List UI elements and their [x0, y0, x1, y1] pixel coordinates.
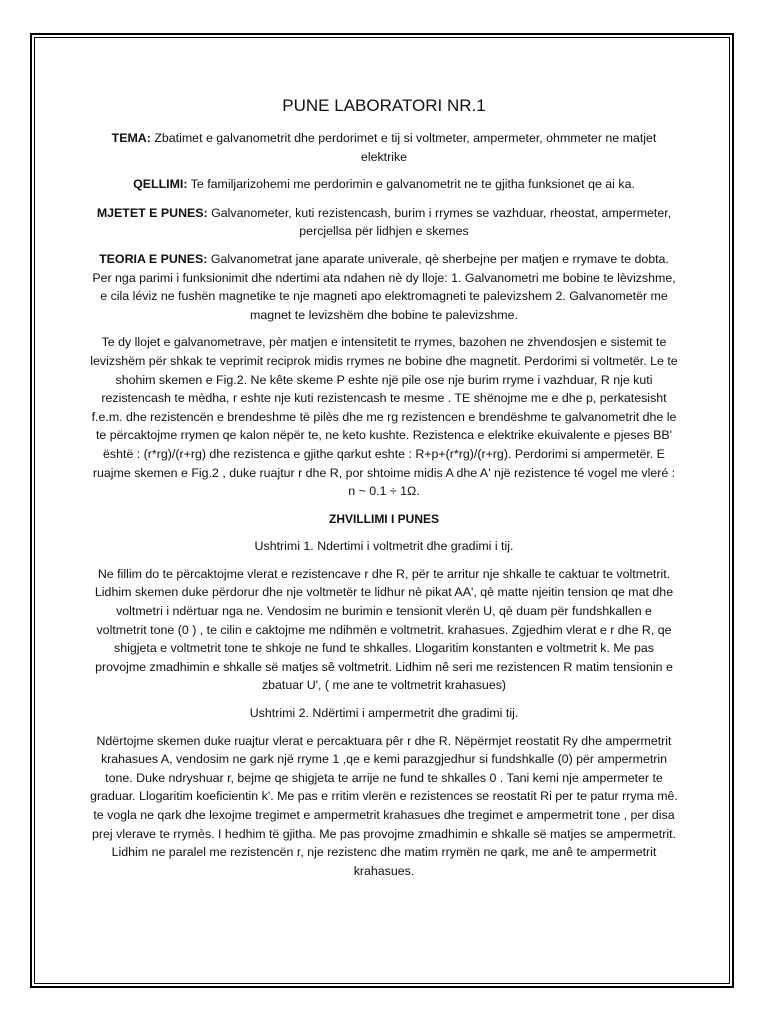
ushtrimi2-heading: Ushtrimi 2. Ndërtimi i ampermetrit dhe gradimi tij.	[249, 706, 519, 721]
zhvillimi-heading: ZHVILLIMI I PUNES	[328, 511, 439, 526]
teoria-paragraph-2: Te dy llojet e galvanometrave, pèr matjen e intensitetit te rrymes, bazohen ne zhvendosjen e sistemit te levizshëm për shkak te veprimit reciprok midis rrymes ne bobine dhe magnetit. Perdorimi si voltmetër. Le te shohim skemen e Fig.2. Ne kête skeme P eshte një pile ose nje burim rryme i vazhduar, R nje kuti rezistencash te mèdha, r eshte nje kuti rezistencash te mesme . TE shënojme me e dhe p, perkatesisht f.e.m. dhe rezistencën e brendeshme të pilès dhe me rg rezistencen e brendëshme te galvanometrit dhe le te përcaktojme rrymen qe kalon nëpër te, ne keto kushte. Rezistenca e elektrike ekuivalente e pjeses BB' është : (r*rg)/(r+rg) dhe rezistenca e gjithe qarkut eshte : R+p+(r*rg)/(r+rg). Perdorimi si ampermetër. E ruajme skemen e Fig.2 , duke ruajtur r dhe R, por shtoime midis A dhe A' një rezistence té vogel me vleré : n ~ 0.1 ÷ 1Ω.	[90, 335, 678, 499]
tema-paragraph	[90, 129, 678, 166]
tema-text: Zbatimet e galvanometrit dhe perdorimet e tij si voltmeter, ampermeter, ohmmeter ne matjet elektrike	[150, 131, 657, 164]
ushtrimi1-text: Ne fillim do te përcaktojme vlerat e rezistencave r dhe R, për te arritur nje shkalle te caktuar te voltmetrit. Lidhim skemen duke përdorur dhe nje voltmetër te lidhur nè pikat AA', qè matte njeitin tension qe mat dhe voltmetri i ndërtuar nga ne. Vendosim ne burimin e tensionit vlerën U, qè duam për fundshkallen e voltmetrit tone (0 ) , te cilin e caktojme me ndihmën e voltmetrit. krahasues. Zgjedhim vlerat e r dhe R, qe shigjeta e voltmetrit tone te shkoje ne fund te shkalles. Llogaritim konstanten e voltmetrit k. Me pas provojme zmadhimin e shkalle së matjes sê voltmetrit. Lidhim nê seri me rezistencen R matim tensionin e zbatuar U', ( me ane te voltmetrit krahasues)	[94, 566, 674, 693]
ushtrimi1-heading: Ushtrimi 1. Ndertimi i voltmetrit dhe gradimi i tij.	[254, 539, 514, 554]
qellimi-label: QELLIMI:	[133, 177, 188, 192]
qellimi-text: Te familjarizohemi me perdorimin e galvanometrit ne te gjitha funksionet qe ai ka.	[187, 177, 635, 192]
teoria-label: TEORIA E PUNES:	[99, 251, 208, 266]
document-title: PUNE LABORATORI NR.1	[282, 96, 486, 115]
tema-label: TEMA:	[111, 131, 151, 145]
teoria-paragraph	[90, 250, 678, 324]
teoria-text: Galvanometrat jane aparate univerale, qè sherbejne per matjen e rrymave te dobta. Per nga parimi i funksionimit dhe ndertimi ata ndahen nè dy lloje: 1. Galvanometri me bobine te lèvizshme, e cila léviz ne fushën magnetike te nje magneti apo elektromagneti te palevizshem 2. Galvanometër me magnet te levizshëm dhe bobine te palevizshme.	[92, 251, 676, 322]
mjetet-text: Galvanometer, kuti rezistencash, burim i rrymes se vazhduar, rheostat, ampermeter, percjellsa për lidhjen e skemes	[207, 205, 672, 239]
mjetet-label: MJETET E PUNES:	[96, 205, 208, 220]
document-body	[90, 94, 678, 889]
mjetet-paragraph	[90, 204, 678, 241]
ushtrimi2-text: Ndërtojme skemen duke ruajtur vlerat e percaktuara pêr r dhe R. Nëpërmjet reostatit Ry dhe ampermetrit krahasues A, vendosim ne gark një rryme 1 ,qe e kemi parazgjedhur si fundshkalle (0) për ampermetrin tone. Duke ndryshuar r, bejme qe shigjeta te arrije ne fund te shkalles 0 . Tani kemi nje ampermeter te graduar. Llogaritim koeficientin k'. Me pas e rritim vlerën e rezistences se reostatit Ri per te patur rryma mê. te vogla ne qark dhe lexojme tregimet e ampermetrit krahasues dhe tregimet e ampermetrit tone , per disa prej vlerave te rrymès. I hedhim të gjitha. Me pas provojme zmadhimin e shkalle së matjes se ampermetrit. Lidhim ne paralel me rezistencën r, nje rezistenc dhe matim rrymën ne qark, me anê te ampermetrit krahasues.	[90, 733, 678, 878]
qellimi-paragraph	[90, 175, 678, 194]
